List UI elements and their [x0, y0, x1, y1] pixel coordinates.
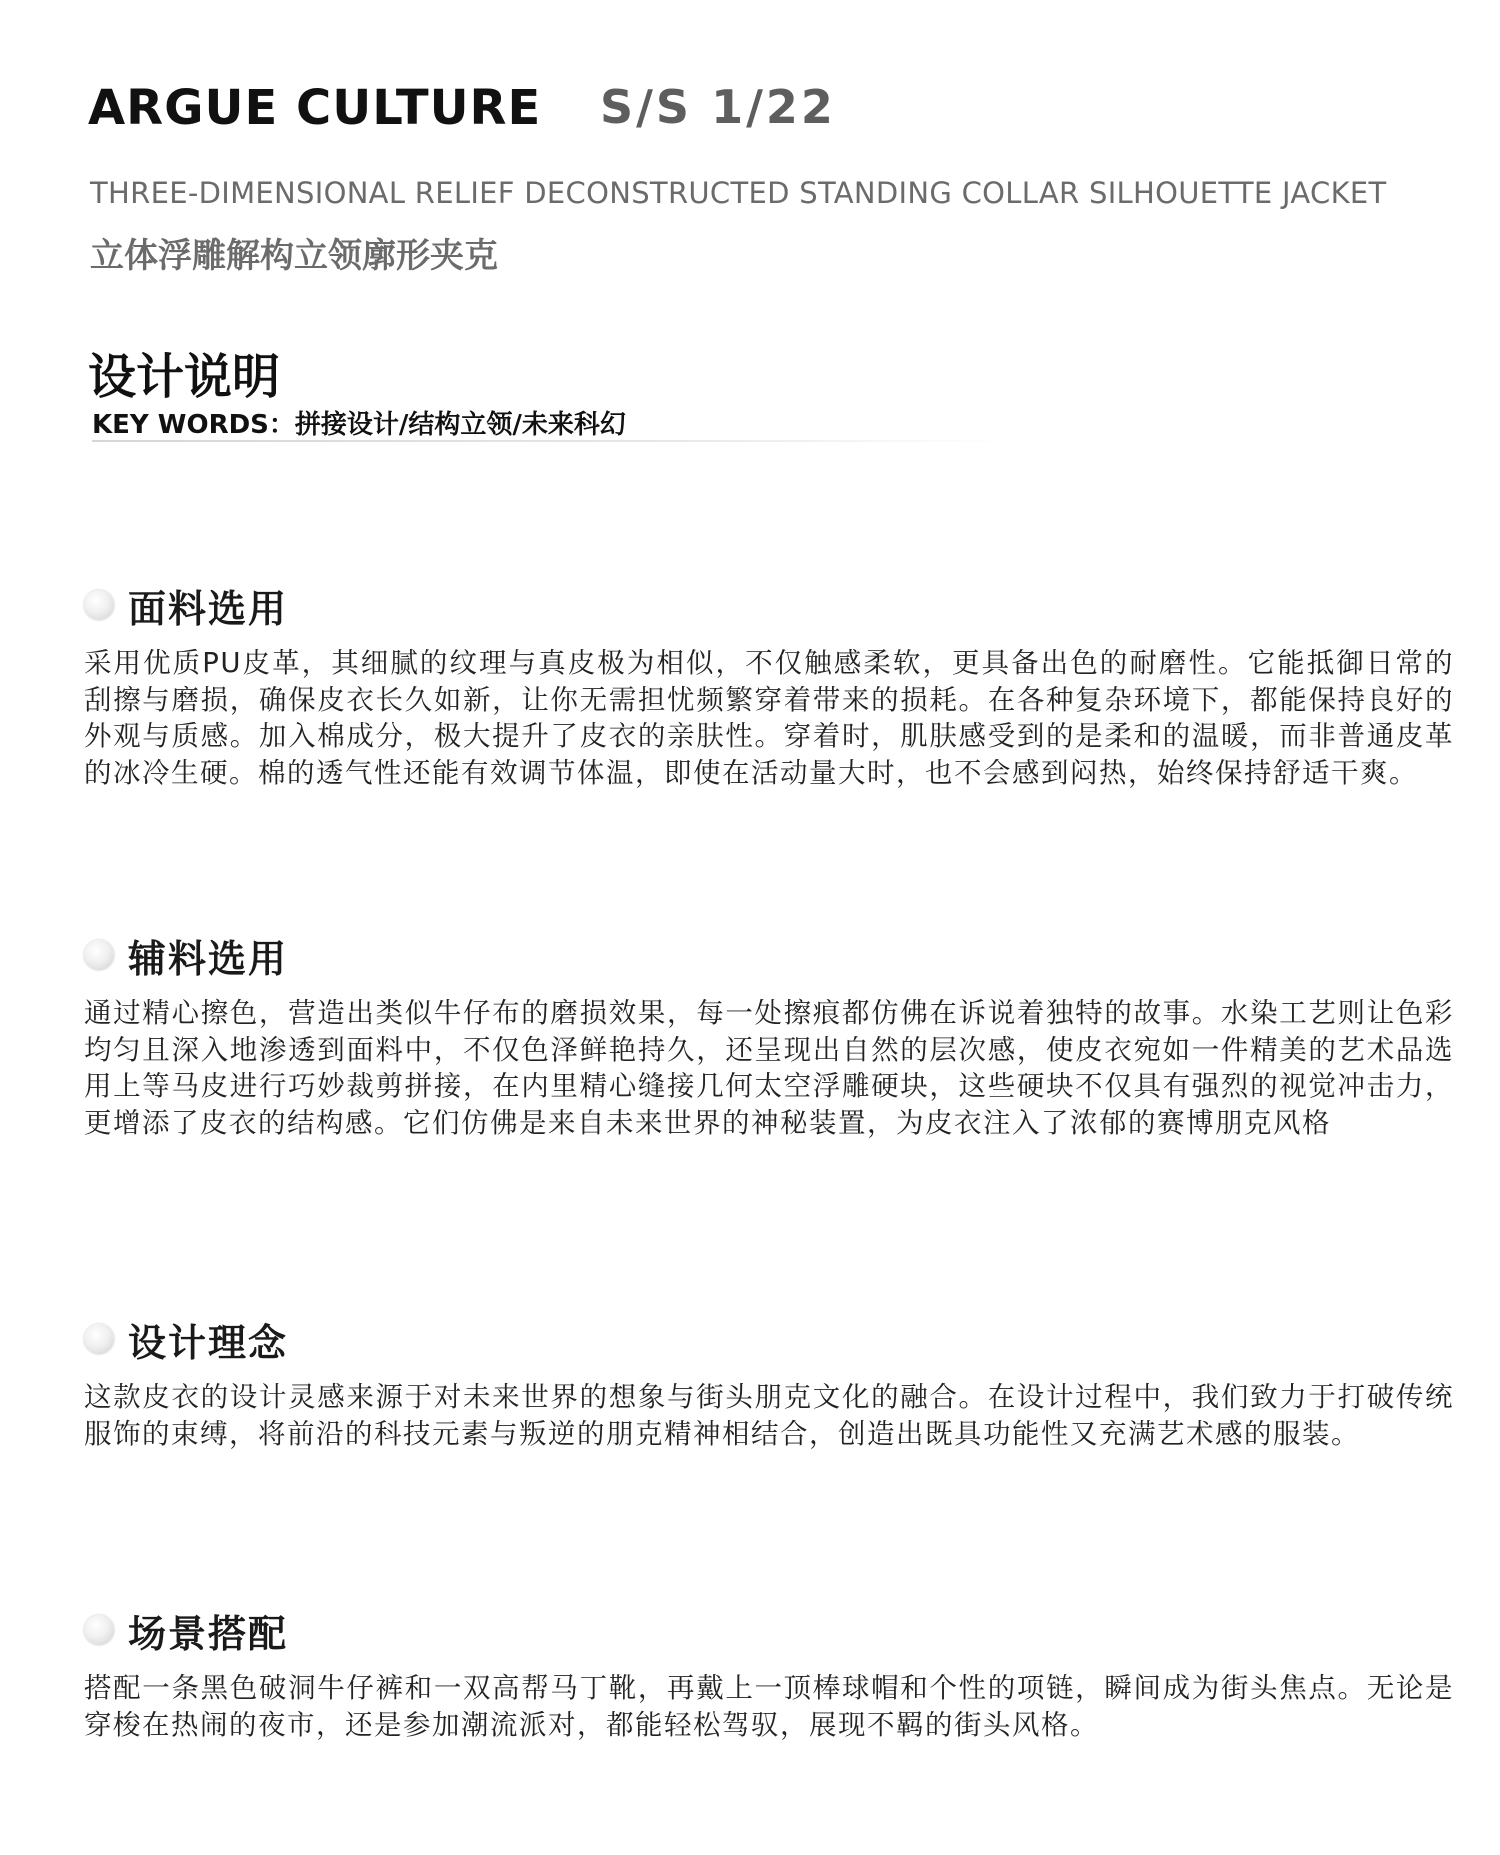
circle-bullet-icon	[84, 590, 114, 620]
circle-bullet-icon	[84, 940, 114, 970]
design-description-heading: 设计说明	[88, 349, 281, 405]
section-header	[84, 1600, 1454, 1660]
section-title-accessories: 辅料选用	[128, 936, 289, 981]
circle-bullet-icon	[84, 1615, 114, 1645]
season-label: S/S 1/22	[600, 80, 836, 134]
circle-bullet-icon	[84, 1324, 114, 1354]
keywords-line: KEY WORDS：拼接设计/结构立领/未来科幻	[92, 410, 626, 440]
section-body-concept: 这款皮衣的设计灵感来源于对未来世界的想象与街头朋克文化的融合。在设计过程中，我们致力于打破传统服饰的束缚，将前沿的科技元素与叛逆的朋克精神相结合，创造出既具功能性又充满艺术感的服装。	[84, 1381, 1454, 1450]
section-fabric	[84, 575, 1454, 791]
section-title-styling: 场景搭配	[128, 1611, 289, 1656]
product-title-en: THREE-DIMENSIONAL RELIEF DECONSTRUCTED STANDING COLLAR SILHOUETTE JACKET	[90, 176, 1387, 210]
product-title-cn: 立体浮雕解构立领廓形夹克	[90, 236, 498, 276]
keywords-divider	[92, 440, 1012, 442]
section-title-fabric: 面料选用	[128, 586, 289, 631]
section-styling	[84, 1600, 1454, 1743]
brand-name: ARGUE CULTURE	[88, 80, 542, 136]
section-title-concept: 设计理念	[128, 1320, 289, 1365]
section-header	[84, 925, 1454, 985]
section-accessories	[84, 925, 1454, 1141]
section-body-styling: 搭配一条黑色破洞牛仔裤和一双高帮马丁靴，再戴上一顶棒球帽和个性的项链，瞬间成为街头焦点。无论是穿梭在热闹的夜市，还是参加潮流派对，都能轻松驾驭，展现不羁的街头风格。	[84, 1672, 1454, 1741]
section-body-fabric: 采用优质PU皮革，其细腻的纹理与真皮极为相似，不仅触感柔软，更具备出色的耐磨性。它能抵御日常的刮擦与磨损，确保皮衣长久如新，让你无需担忧频繁穿着带来的损耗。在各种复杂环境下，都能保持良好的外观与质感。加入棉成分，极大提升了皮衣的亲肤性。穿着时，肌肤感受到的是柔和的温暖，而非普通皮革的冰冷生硬。棉的透气性还能有效调节体温，即使在活动量大时，也不会感到闷热，始终保持舒适干爽。	[84, 647, 1454, 789]
section-header	[84, 575, 1454, 635]
section-header	[84, 1309, 1454, 1369]
section-concept	[84, 1309, 1454, 1452]
section-body-accessories: 通过精心擦色，营造出类似牛仔布的磨损效果，每一处擦痕都仿佛在诉说着独特的故事。水染工艺则让色彩均匀且深入地渗透到面料中，不仅色泽鲜艳持久，还呈现出自然的层次感，使皮衣宛如一件精美的艺术品选用上等马皮进行巧妙裁剪拼接，在内里精心缝接几何太空浮雕硬块，这些硬块不仅具有强烈的视觉冲击力，更增添了皮衣的结构感。它们仿佛是来自未来世界的神秘装置，为皮衣注入了浓郁的赛博朋克风格	[84, 997, 1454, 1139]
